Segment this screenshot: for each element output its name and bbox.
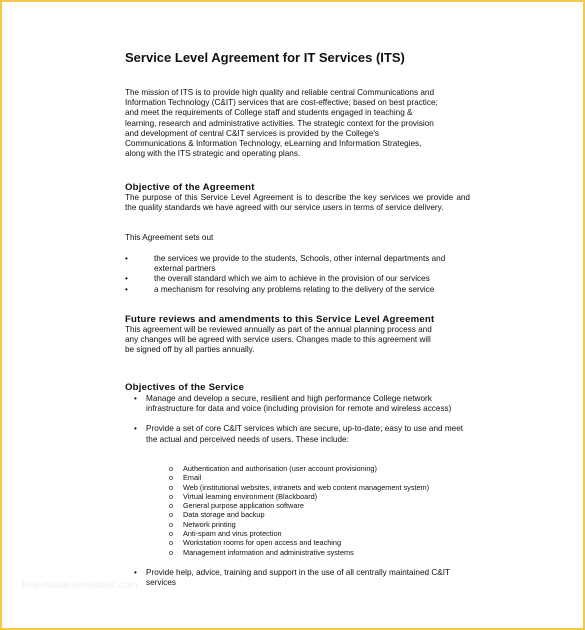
- mission-line: and development of central C&IT services is provided by the College's: [125, 128, 379, 138]
- circle-bullet-icon: o: [169, 464, 174, 473]
- objective-heading: Objective of the Agreement: [125, 182, 255, 193]
- sets-out-text: This Agreement sets out: [125, 233, 214, 242]
- circle-bullet-icon: o: [169, 491, 174, 501]
- mission-line: Communications & Information Technology, eLearning and Information Strategies,: [125, 139, 422, 149]
- core-services-list: [169, 464, 469, 557]
- bullet-icon: •: [125, 254, 128, 263]
- list-item: o Virtual learning environment (Blackboard): [169, 491, 318, 501]
- reviews-heading: Future reviews and amendments to this Service Level Agreement: [125, 314, 435, 325]
- watermark: free-online-templates.com: [22, 580, 138, 591]
- circle-bullet-icon: o: [169, 547, 174, 557]
- list-item: • the services we provide to the students, Schools, other internal departments and external partners: [125, 254, 446, 274]
- objective-paragraph: The purpose of this Service Level Agreement is to describe the key services we provide and the quality standards we have agreed with our service users in terms of service delivery.: [125, 193, 470, 213]
- sets-out-list: [125, 254, 470, 295]
- list-item: o Authentication and authorisation (user account provisioning): [169, 464, 377, 473]
- list-item: • Manage and develop a secure, resilient and high performance College network infrastructure for data and voice (including provision for remote and wireless access): [134, 394, 452, 414]
- mission-line: The mission of ITS is to provide high quality and reliable central Communications and: [125, 88, 435, 97]
- list-item: • a mechanism for resolving any problems relating to the delivery of the service: [125, 284, 435, 294]
- circle-bullet-icon: o: [169, 529, 174, 539]
- circle-bullet-icon: o: [169, 473, 174, 483]
- support-list: [125, 568, 470, 588]
- list-item: o Web (institutional websites, intranets and web content management system): [169, 482, 430, 492]
- bullet-icon: •: [134, 424, 137, 434]
- reviews-line: any changes will be agreed with service users. Changes made to this agreement will: [125, 335, 431, 345]
- mission-line: and meet the requirements of College staff and students engaged in teaching &: [125, 108, 413, 118]
- bullet-icon: •: [134, 394, 137, 403]
- list-item: o Workstation rooms for open access and teaching: [169, 538, 342, 548]
- bullet-icon: •: [134, 568, 137, 577]
- mission-line: along with the ITS strategic and operating plans.: [125, 149, 301, 159]
- reviews-paragraph: [125, 325, 470, 356]
- list-item: • the overall standard which we aim to achieve in the provision of our services: [125, 274, 430, 284]
- list-item: o Management information and administrative systems: [169, 547, 354, 557]
- list-item: • Provide help, advice, training and support in the use of all centrally maintained C&IT services: [134, 568, 450, 588]
- bullet-icon: •: [125, 274, 128, 284]
- service-heading: Objectives of the Service: [125, 382, 245, 393]
- list-item: o Network printing: [169, 519, 236, 529]
- mission-line: Information Technology (C&IT) services that are cost-effective; based on best practice;: [125, 98, 438, 108]
- reviews-line: be signed off by all parties annually.: [125, 345, 255, 355]
- list-item: • Provide a set of core C&IT services which are secure, up-to-date; easy to use and meet the actual and perceived needs of users. These include:: [134, 424, 464, 444]
- mission-line: learning, research and administrative activities. The strategic context for the provision: [125, 118, 434, 128]
- document-title: Service Level Agreement for IT Services (ITS): [125, 50, 405, 65]
- reviews-line: This agreement will be reviewed annually as part of the annual planning process and: [125, 325, 432, 334]
- circle-bullet-icon: o: [169, 510, 174, 520]
- list-item: o General purpose application software: [169, 501, 304, 511]
- list-item: o Data storage and backup: [169, 510, 265, 520]
- circle-bullet-icon: o: [169, 482, 174, 492]
- mission-paragraph: [125, 88, 470, 159]
- circle-bullet-icon: o: [169, 501, 174, 511]
- service-list: [125, 394, 470, 445]
- circle-bullet-icon: o: [169, 519, 174, 529]
- list-item: o Email: [169, 473, 202, 483]
- bullet-icon: •: [125, 284, 128, 294]
- list-item: o Anti-spam and virus protection: [169, 529, 282, 539]
- circle-bullet-icon: o: [169, 538, 174, 548]
